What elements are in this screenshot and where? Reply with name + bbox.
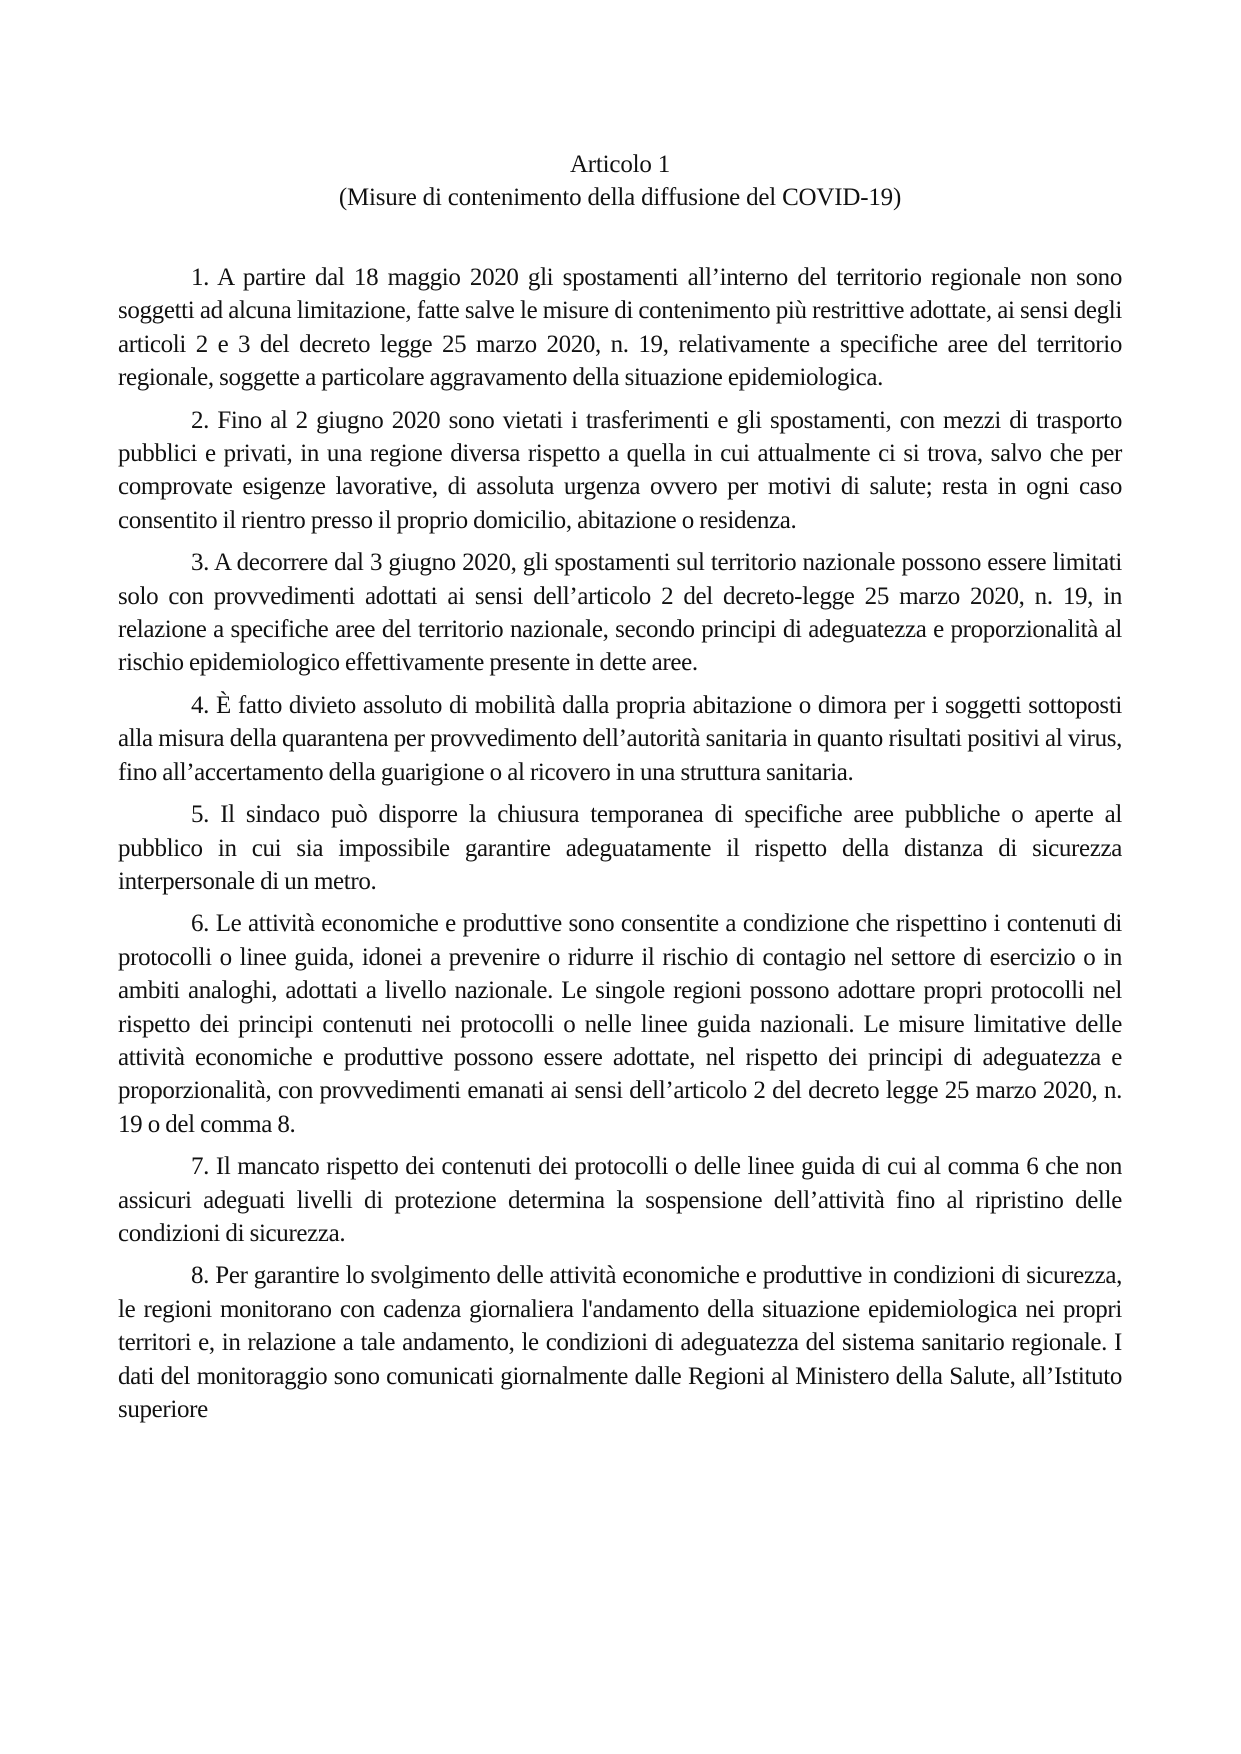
document-page xyxy=(118,148,1122,1435)
paragraph-number: 3. xyxy=(191,549,210,577)
paragraph-number: 6. xyxy=(191,910,210,938)
paragraph-text: Fino al 2 giugno 2020 sono vietati i trasferimenti e gli spostamenti, con mezzi di trasporto pubblici e privati, in una regione diversa rispetto a quella in cui attualmente ci si trova, salvo che per comprovate esigenze lavorative, di assoluta urgenza ovvero per motivi di salute; resta in ogni caso consentito il rientro presso il proprio domicilio, abitazione o residenza. xyxy=(118,406,1122,534)
paragraph-text: A partire dal 18 maggio 2020 gli spostamenti all’interno del territorio regionale non sono soggetti ad alcuna limitazione, fatte salve le misure di contenimento più restrittive adottate, ai sensi degli articoli 2 e 3 del decreto legge 25 marzo 2020, n. 19, relativamente a specifiche aree del territorio regionale, soggette a particolare aggravamento della situazione epidemiologica. xyxy=(118,264,1122,392)
paragraph-5 xyxy=(118,798,1122,898)
paragraph-text: Il sindaco può disporre la chiusura temporanea di specifiche aree pubbliche o aperte al pubblico in cui sia impossibile garantire adeguatamente il rispetto della distanza di sicurezza interpersonale di un metro. xyxy=(118,801,1122,895)
paragraph-7 xyxy=(118,1150,1122,1250)
article-body xyxy=(118,261,1122,1426)
paragraph-6 xyxy=(118,907,1122,1141)
paragraph-2 xyxy=(118,404,1122,538)
paragraph-number: 8. xyxy=(191,1262,210,1290)
article-heading xyxy=(118,148,1122,214)
paragraph-text: Per garantire lo svolgimento delle attività economiche e produttive in condizioni di sicurezza, le regioni monitorano con cadenza giornaliera l'andamento della situazione epidemiologica nei propri territori e, in relazione a tale andamento, le condizioni di adeguatezza del sistema sanitario regionale. I dati del monitoraggio sono comunicati giornalmente dalle Regioni al Ministero della Salute, all’Istituto superiore xyxy=(118,1262,1123,1423)
paragraph-number: 5. xyxy=(191,801,210,829)
article-subtitle: (Misure di contenimento della diffusione del COVID-19) xyxy=(338,184,902,211)
paragraph-4 xyxy=(118,689,1122,789)
paragraph-1 xyxy=(118,261,1122,395)
paragraph-text: Le attività economiche e produttive sono consentite a condizione che rispettino i contenuti di protocolli o linee guida, idonei a prevenire o ridurre il rischio di contagio nel settore di esercizio o in ambiti analoghi, adottati a livello nazionale. Le singole regioni possono adottare propri protocolli nel rispetto dei principi contenuti nei protocolli o nelle linee guida nazionali. Le misure limitative delle attività economiche e produttive possono essere adottate, nel rispetto dei principi di adeguatezza e proporzionalità, con provvedimenti emanati ai sensi dell’articolo 2 del decreto legge 25 marzo 2020, n. 19 o del comma 8. xyxy=(118,910,1122,1138)
paragraph-text: Il mancato rispetto dei contenuti dei protocolli o delle linee guida di cui al comma 6 che non assicuri adeguati livelli di protezione determina la sospensione dell’attività fino al ripristino delle condizioni di sicurezza. xyxy=(118,1153,1123,1247)
paragraph-text: È fatto divieto assoluto di mobilità dalla propria abitazione o dimora per i soggetti sottoposti alla misura della quarantena per provvedimento dell’autorità sanitaria in quanto risultati positivi al virus, fino all’accertamento della guarigione o al ricovero in una struttura sanitaria. xyxy=(118,691,1123,786)
paragraph-text: A decorrere dal 3 giugno 2020, gli spostamenti sul territorio nazionale possono essere limitati solo con provvedimenti adottati ai sensi dell’articolo 2 del decreto-legge 25 marzo 2020, n. 19, in relazione a specifiche aree del territorio nazionale, secondo principi di adeguatezza e proporzionalità al rischio epidemiologico effettivamente presente in dette aree. xyxy=(118,549,1122,677)
paragraph-number: 4. xyxy=(191,691,210,719)
paragraph-3 xyxy=(118,546,1122,680)
paragraph-number: 7. xyxy=(191,1153,210,1181)
paragraph-number: 1. xyxy=(191,264,210,291)
article-title: Articolo 1 xyxy=(569,151,671,178)
paragraph-number: 2. xyxy=(191,406,210,434)
paragraph-8 xyxy=(118,1259,1122,1426)
